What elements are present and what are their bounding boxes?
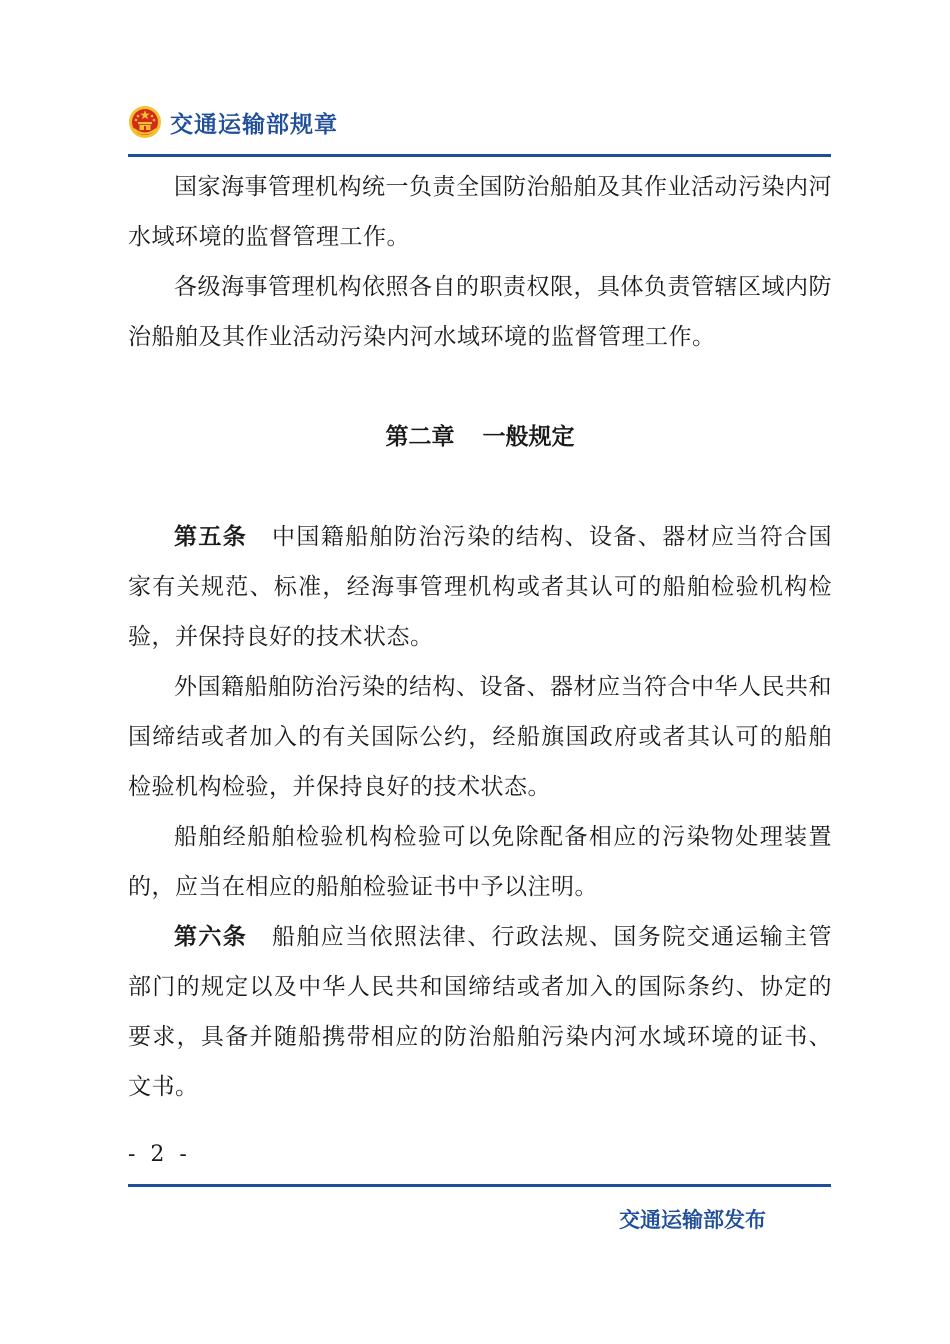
article-label: 第六条 [174,924,248,950]
page-number: - 2 - [128,1142,191,1167]
header-rule [128,154,831,157]
footer-publisher: 交通运输部发布 [619,1208,766,1232]
article-6 [128,912,832,1112]
paragraph: 外国籍船舶防治污染的结构、设备、器材应当符合中华人民共和国缔结或者加入的有关国际公约，经船旗国政府或者其认可的船舶检验机构检验，并保持良好的技术状态。 [128,674,832,800]
paragraph: 国家海事管理机构统一负责全国防治船舶及其作业活动污染内河水域环境的监督管理工作。 [128,174,832,250]
paragraph: 各级海事管理机构依照各自的职责权限，具体负责管辖区域内防治船舶及其作业活动污染内河水域环境的监督管理工作。 [128,274,832,350]
footer-rule [128,1184,831,1187]
header-title: 交通运输部规章 [170,111,338,138]
chapter-title: 一般规定 [482,424,575,450]
chapter-number: 第二章 [385,424,455,450]
article-5 [128,512,832,662]
chapter-heading [128,412,832,462]
article-text: 船舶应当依照法律、行政法规、国务院交通运输主管部门的规定以及中华人民共和国缔结或者加入的国际条约、协定的要求，具备并随船携带相应的防治船舶污染内河水域环境的证书、文书。 [128,924,833,1100]
paragraph: 船舶经船舶检验机构检验可以免除配备相应的污染物处理装置的，应当在相应的船舶检验证书中予以注明。 [128,824,832,900]
document-body [128,162,832,1112]
national-emblem-icon [128,105,162,139]
article-label: 第五条 [174,524,248,550]
article-text: 中国籍船舶防治污染的结构、设备、器材应当符合国家有关规范、标准，经海事管理机构或者其认可的船舶检验机构检验，并保持良好的技术状态。 [128,524,833,650]
header [128,102,338,142]
